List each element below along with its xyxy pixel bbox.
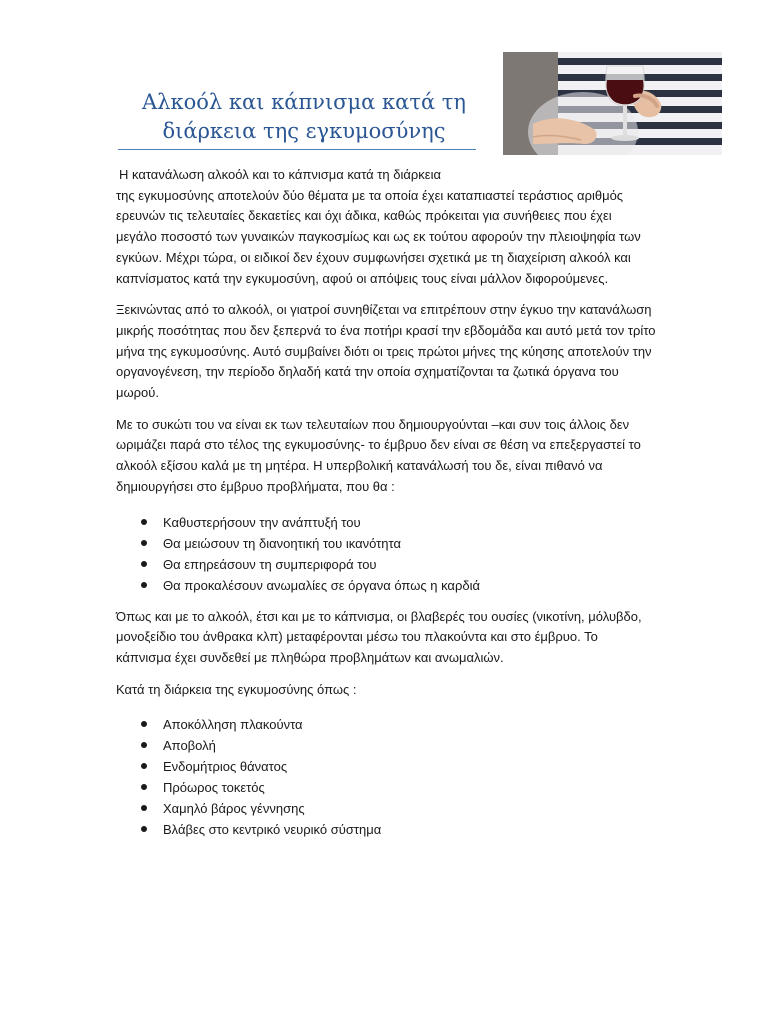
bullet-icon	[141, 784, 147, 790]
bullet-icon	[141, 561, 147, 567]
title-underline	[118, 149, 476, 150]
paragraph-smoking: Όπως και με το αλκοόλ, έτσι και με το κάπνισμα, οι βλαβερές του ουσίες (νικοτίνη, μόλυβδο, μονοξείδιο του άνθρακα κλπ) μεταφέρονται μέσω του πλακούντα και στο έμβρυο. Το κάπνισμα έχει συνδεθεί με πληθώρα προβλημάτων και ανωμαλιών.	[116, 608, 642, 665]
list-item: Βλάβες στο κεντρικό νευρικό σύστημα	[116, 819, 656, 840]
list-item: Θα μειώσουν τη διανοητική του ικανότητα	[116, 533, 656, 554]
bullet-icon	[141, 582, 147, 588]
pregnant-woman-wine-photo	[503, 52, 722, 155]
bullet-icon	[141, 540, 147, 546]
title-line-1: Αλκοόλ και κάπνισμα κατά τη	[141, 90, 466, 114]
smoking-effects-list	[116, 714, 656, 840]
list-item: Πρόωρος τοκετός	[116, 777, 656, 798]
list-item: Αποκόλληση πλακούντα	[116, 714, 656, 735]
alcohol-effects-list	[116, 512, 656, 596]
bullet-icon	[141, 763, 147, 769]
list-item: Χαμηλό βάρος γέννησης	[116, 798, 656, 819]
list-item: Καθυστερήσουν την ανάπτυξή του	[116, 512, 656, 533]
list-item: Θα επηρεάσουν τη συμπεριφορά του	[116, 554, 656, 575]
bullet-icon	[141, 805, 147, 811]
article-body	[116, 165, 656, 851]
bullet-icon	[141, 742, 147, 748]
bullet-icon	[141, 721, 147, 727]
paragraph-liver: Με το συκώτι του να είναι εκ των τελευταίων που δημιουργούνται –και συν τοις άλλοις δεν ωριμάζει παρά στο τέλος της εγκυμοσύνης- το έμβρυο δεν είναι σε θέση να επεξεργαστεί το αλκοόλ εξίσου καλά με τη μητέρα. Η υπερβολική κατανάλωσή του δε, είναι πιθανό να δημιουργήσει στο έμβρυο προβλήματα, που θα :	[116, 416, 641, 494]
paragraph-intro-line-1: Η κατανάλωση αλκοόλ και το κάπνισμα κατά τη διάρκεια	[119, 167, 441, 182]
bullet-icon	[141, 519, 147, 525]
paragraph-during-pregnancy: Κατά τη διάρκεια της εγκυμοσύνης όπως :	[116, 681, 357, 697]
paragraph-intro-rest: της εγκυμοσύνης αποτελούν δύο θέματα με τα οποία έχει καταπιαστεί τεράστιος αριθμός ερευνών τις τελευταίες δεκαετίες και όχι άδικα, καθώς πρόκειται για συνήθειες που έχει μεγάλο ποσοστό των γυναικών παγκοσμίως και ως εκ τούτου αφορούν την πλειοψηφία των εγκύων. Μέχρι τώρα, οι ειδικοί δεν έχουν συμφωνήσει σχετικά με τη διαχείριση αλκοόλ και καπνίσματος κατά την εγκυμοσύνη, αφού οι απόψεις τους είναι μάλλον διφορούμενες.	[116, 187, 641, 286]
document-title	[118, 88, 490, 146]
bullet-icon	[141, 826, 147, 832]
list-item: Αποβολή	[116, 735, 656, 756]
paragraph-intro	[116, 165, 656, 289]
list-item: Θα προκαλέσουν ανωμαλίες σε όργανα όπως η καρδιά	[116, 575, 656, 596]
list-item: Ενδομήτριος θάνατος	[116, 756, 656, 777]
title-line-2: διάρκεια της εγκυμοσύνης	[162, 119, 446, 143]
paragraph-alcohol: Ξεκινώντας από το αλκοόλ, οι γιατροί συνηθίζεται να επιτρέπουν στην έγκυο την κατανάλωση μικρής ποσότητας που δεν ξεπερνά το ένα ποτήρι κρασί την εβδομάδα και αυτό μετά τον τρίτο μήνα της εγκυμοσύνης. Αυτό συμβαίνει διότι οι τρεις πρώτοι μήνες της κύησης αποτελούν την οργανογένεση, την περίοδο δηλαδή κατά την οποία σχηματίζονται τα ζωτικά όργανα του μωρού.	[116, 302, 656, 401]
